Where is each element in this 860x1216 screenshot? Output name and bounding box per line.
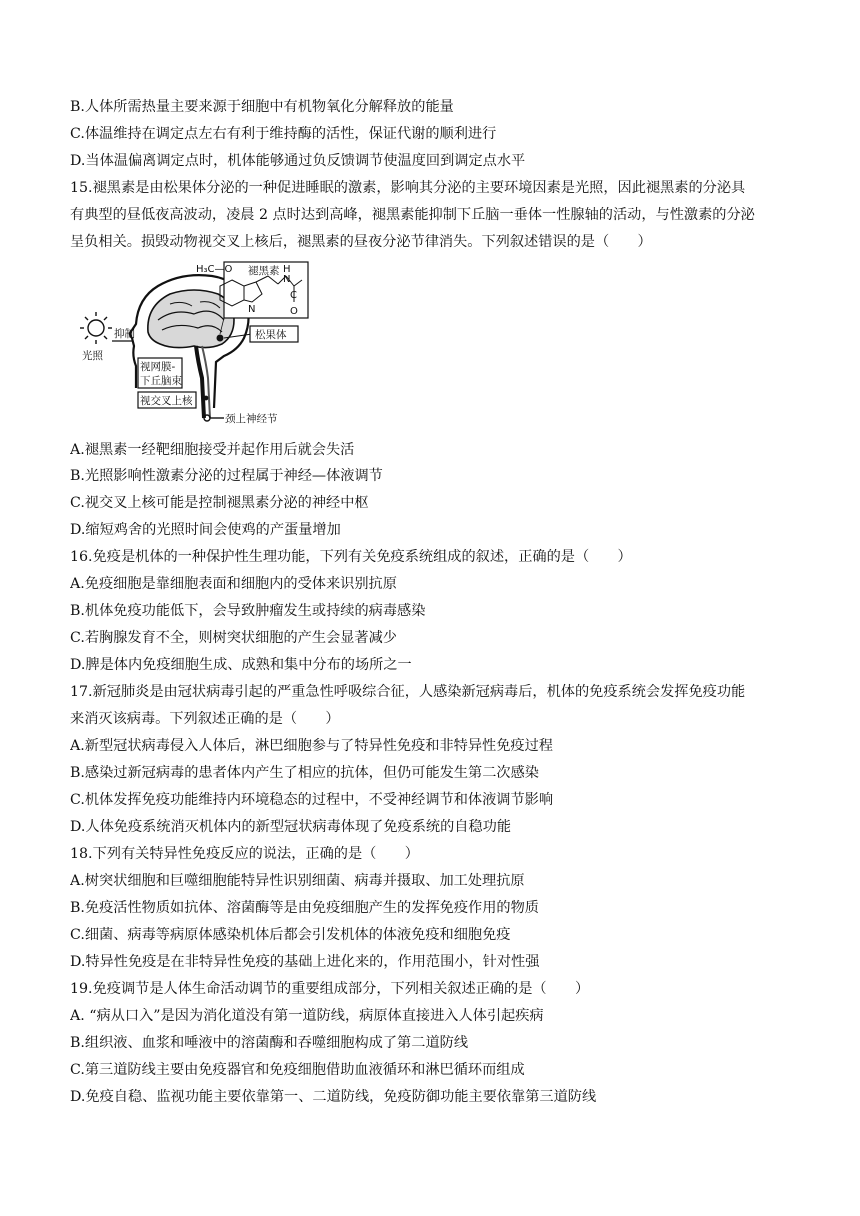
q19-option-c: C.第三道防线主要由免疫器官和免疫细胞借助血液循环和淋巴循环而组成 bbox=[70, 1062, 525, 1078]
q16-option-d: D.脾是体内免疫细胞生成、成熟和集中分布的场所之一 bbox=[70, 657, 412, 673]
q18-option-b: B.免疫活性物质如抗体、溶菌酶等是由免疫细胞产生的发挥免疫作用的物质 bbox=[70, 900, 539, 916]
q16-option-c: C.若胸腺发育不全，则树突状细胞的产生会显著减少 bbox=[70, 630, 397, 646]
q16-option-b: B.机体免疫功能低下，会导致肿瘤发生或持续的病毒感染 bbox=[70, 603, 426, 619]
q19-stem: 19.免疫调节是人体生命活动调节的重要组成部分，下列相关叙述正确的是（ ） bbox=[70, 981, 590, 997]
light-label: 光照 bbox=[82, 350, 103, 362]
q18-option-a: A.树突状细胞和巨噬细胞能特异性识别细菌、病毒并摄取、加工处理抗原 bbox=[70, 873, 525, 889]
q14-option-c: C.体温维持在调定点左右有利于维持酶的活性，保证代谢的顺利进行 bbox=[70, 126, 497, 142]
sun-icon bbox=[80, 312, 112, 344]
atom-h: H bbox=[283, 264, 291, 275]
q17-option-d: D.人体免疫系统消灭机体内的新型冠状病毒体现了免疫系统的自稳功能 bbox=[70, 819, 512, 835]
melatonin-brain-diagram bbox=[74, 258, 314, 428]
atom-o: O bbox=[290, 306, 298, 317]
q15-option-b: B.光照影响性激素分泌的过程属于神经—体液调节 bbox=[70, 468, 383, 484]
q16-stem: 16.免疫是机体的一种保护性生理功能，下列有关免疫系统组成的叙述，正确的是（ ） bbox=[70, 549, 632, 565]
atom-n: N bbox=[248, 304, 256, 315]
q15-stem-line-1: 15.褪黑素是由松果体分泌的一种促进睡眠的激素，影响其分泌的主要环境因素是光照，因此褪黑素的分泌具 bbox=[70, 180, 746, 196]
q14-option-d: D.当体温偏离调定点时，机体能够通过负反馈调节使温度回到调定点水平 bbox=[70, 153, 526, 169]
scn-label: 视交叉上核 bbox=[140, 395, 193, 407]
q18-option-d: D.特异性免疫是在非特异性免疫的基础上进化来的，作用范围小，针对性强 bbox=[70, 954, 540, 970]
q14-option-b: B.人体所需热量主要来源于细胞中有机物氧化分解释放的能量 bbox=[70, 99, 454, 115]
ganglion-label: 颈上神经节 bbox=[225, 413, 278, 425]
q15-option-d: D.缩短鸡舍的光照时间会使鸡的产蛋量增加 bbox=[70, 522, 341, 538]
q18-stem: 18.下列有关特异性免疫反应的说法，正确的是（ ） bbox=[70, 846, 419, 862]
q15-stem-line-2: 有典型的昼低夜高波动，凌晨 2 点时达到高峰，褪黑素能抑制下丘脑一垂体一性腺轴的活动，与性激素的分泌 bbox=[70, 207, 755, 223]
q16-option-a: A.免疫细胞是靠细胞表面和细胞内的受体来识别抗原 bbox=[70, 576, 397, 592]
q17-option-c: C.机体发挥免疫功能维持内环境稳态的过程中，不受神经调节和体液调节影响 bbox=[70, 792, 554, 808]
atom-n-amide: N bbox=[283, 274, 291, 285]
q17-stem-line-2: 来消灭该病毒。下列叙述正确的是（ ） bbox=[70, 711, 340, 727]
q19-option-a: A. “病从口入”是因为消化道没有第一道防线，病原体直接进入人体引起疾病 bbox=[70, 1008, 544, 1024]
q15-option-c: C.视交叉上核可能是控制褪黑素分泌的神经中枢 bbox=[70, 495, 369, 511]
atom-c: C bbox=[290, 290, 297, 301]
q18-option-c: C.细菌、病毒等病原体感染机体后都会引发机体的体液免疫和细胞免疫 bbox=[70, 927, 511, 943]
q15-option-a: A.褪黑素一经靶细胞接受并起作用后就会失活 bbox=[70, 442, 355, 458]
retina-label-1: 视网膜- bbox=[140, 361, 176, 373]
q15-stem-line-3: 呈负相关。损毁动物视交叉上核后，褪黑素的昼夜分泌节律消失。下列叙述错误的是（ ） bbox=[70, 234, 652, 250]
pineal-label: 松果体 bbox=[255, 329, 287, 341]
q17-option-b: B.感染过新冠病毒的患者体内产生了相应的抗体，但仍可能发生第二次感染 bbox=[70, 765, 539, 781]
q17-stem-line-1: 17.新冠肺炎是由冠状病毒引起的严重急性呼吸综合征，人感染新冠病毒后，机体的免疫系统会发挥免疫功能 bbox=[70, 684, 746, 700]
q19-option-d: D.免疫自稳、监视功能主要依靠第一、二道防线，免疫防御功能主要依靠第三道防线 bbox=[70, 1089, 597, 1105]
q17-option-a: A.新型冠状病毒侵入人体后，淋巴细胞参与了特异性免疫和非特异性免疫过程 bbox=[70, 738, 553, 754]
methoxy-label: H₃C—O bbox=[196, 264, 233, 275]
melatonin-label: 褪黑素 bbox=[248, 265, 280, 277]
inhibit-label: 抑制 bbox=[114, 328, 135, 340]
retina-label-2: 下丘脑束 bbox=[140, 375, 182, 387]
q19-option-b: B.组织液、血浆和唾液中的溶菌酶和吞噬细胞构成了第二道防线 bbox=[70, 1035, 469, 1051]
